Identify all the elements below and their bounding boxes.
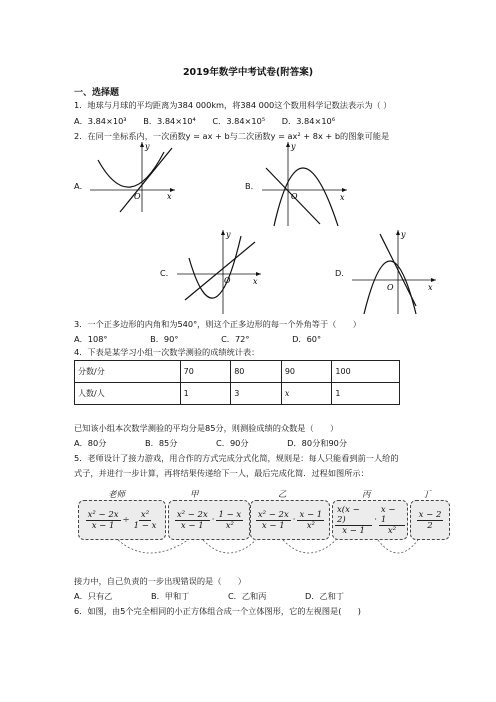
expr-part: x(x − 2) (335, 505, 372, 526)
expr-part: x − 1 (299, 509, 323, 520)
table-cell: 100 (332, 361, 400, 383)
question-2: 2．在同一坐标系内，一次函数y = ax + b与二次函数y = ax² + 8x + b的图象可能是 (74, 131, 390, 141)
axis-x-label: x (340, 193, 345, 202)
q4-option-b: B．85分 (145, 438, 178, 448)
question-5: 5．老师设计了接力游戏，用合作的方式完成分式化简，规则是：每人只能看到前一人给的 (74, 453, 399, 463)
expr-part: x − 1 (379, 505, 405, 526)
table-cell: 分数/分 (75, 361, 181, 383)
question-4: 4．下表是某学习小组一次数学测验的成绩统计表： (74, 347, 260, 357)
expr-part: x² (387, 525, 397, 536)
question-1-options (74, 116, 349, 127)
question-5-text2: 接力中，自己负责的一步出现错误的是（ ） (74, 576, 246, 586)
origin-label: O (291, 192, 298, 201)
q1-option-d: D．3.84×10⁶ (281, 116, 336, 126)
page-title: 2019年数学中考试卷(附答案) (182, 67, 314, 78)
graph-label-b: B． (245, 181, 259, 191)
axis-x-label: x (167, 192, 172, 201)
axis-x-label: x (253, 277, 258, 286)
axis-x-label: x (428, 283, 433, 292)
section-heading: 一、选择题 (74, 88, 120, 98)
axis-y-label: y (145, 142, 150, 151)
table-row (75, 361, 400, 383)
expr-part: x² − 2x (87, 509, 119, 520)
question-4-text2: 已知该小组本次数学测验的平均分是85分，则测验成绩的众数是（ ） (74, 423, 339, 433)
expr-operator: · (211, 515, 215, 525)
relay-ding-label: 丁 (422, 490, 431, 500)
q1-option-a: A．3.84×10³ (74, 116, 127, 126)
table-row (75, 383, 400, 405)
table-cell: 1 (180, 383, 231, 405)
q4-option-d: D．80分和90分 (287, 438, 348, 448)
relay-teacher-label: 老师 (108, 490, 126, 500)
relay-yi-label: 乙 (278, 490, 287, 500)
expr-part: x − 2 (418, 509, 442, 520)
axis-y-label: y (226, 230, 231, 239)
relay-jia-label: 甲 (190, 490, 199, 500)
q3-option-a: A．108° (74, 334, 108, 344)
question-5-text-b: 式子，并进行一步计算，再将结果传递给下一人，最后完成化简．过程如图所示： (74, 468, 369, 478)
expr-operator: · (374, 515, 377, 525)
graph-label-d: D． (335, 268, 350, 278)
origin-label: O (134, 192, 141, 201)
q3-option-d: D．60° (292, 334, 322, 344)
q5-option-d: D．乙和丁 (305, 591, 345, 601)
expr-part: x² − 2x (257, 509, 289, 520)
graph-a (90, 140, 180, 215)
expr-part: x² (306, 520, 315, 531)
q5-option-a: A．只有乙 (74, 591, 113, 601)
graph-label-c: C． (160, 268, 174, 278)
relay-bing-label: 丙 (362, 490, 371, 500)
question-1: 1．地球与月球的平均距离为384 000km，将384 000这个数用科学记数法表示为（ ） (74, 100, 392, 110)
graph-d (350, 228, 440, 316)
expr-part: x² − 2x (176, 509, 208, 520)
question-6: 6．如图，由5个完全相同的小正方体组合成一个立体图形，它的左视图是( ) (74, 606, 361, 616)
origin-label: O (387, 283, 394, 292)
relay-box-jia (168, 500, 250, 540)
question-5-options (74, 591, 358, 602)
q5-option-b: B．甲和丁 (150, 591, 190, 601)
expr-part: 1 − x (133, 520, 157, 531)
expr-part: x² (140, 509, 150, 520)
expr-part: x − 1 (91, 520, 115, 531)
score-table (74, 360, 400, 405)
table-cell: 人数/人 (75, 383, 181, 405)
q3-option-c: C．72° (221, 334, 250, 344)
graph-b (262, 140, 352, 228)
question-4-options (74, 438, 361, 449)
graph-label-a: A． (74, 181, 88, 191)
table-cell: 70 (180, 361, 231, 383)
relay-box-ding (410, 500, 450, 540)
expr-part: x − 1 (180, 520, 204, 531)
expr-operator: · (292, 515, 296, 525)
graph-c (175, 228, 265, 316)
relay-box-teacher (78, 500, 166, 540)
table-cell: 3 (231, 383, 282, 405)
axis-y-label: y (401, 230, 406, 239)
relay-box-yi (250, 500, 330, 540)
table-cell: x (281, 383, 332, 405)
q4-option-c: C．90分 (216, 438, 249, 448)
table-cell: 90 (281, 361, 332, 383)
axis-y-label: y (291, 142, 296, 151)
table-cell: 1 (332, 383, 400, 405)
relay-box-bing (332, 500, 408, 540)
expr-part: 2 (427, 520, 433, 531)
expr-part: x² (225, 520, 234, 531)
q5-option-c: C．乙和丙 (227, 591, 267, 601)
origin-label: O (224, 276, 231, 285)
expr-part: 1 − x (218, 509, 242, 520)
table-cell: 80 (231, 361, 282, 383)
expr-operator: ÷ (122, 515, 130, 525)
question-3: 3．一个正多边形的内角和为540°，则这个正多边形的每一个外角等于（ ） (74, 319, 361, 329)
q4-option-a: A．80分 (74, 438, 107, 448)
question-3-options (74, 334, 335, 345)
expr-part: x − 1 (261, 520, 285, 531)
relay-diagram (78, 488, 450, 573)
q3-option-b: B．90° (150, 334, 179, 344)
q1-option-b: B．3.84×10⁴ (143, 116, 196, 126)
expr-part: x − 1 (342, 525, 365, 536)
q1-option-c: C．3.84×10⁵ (212, 116, 266, 126)
